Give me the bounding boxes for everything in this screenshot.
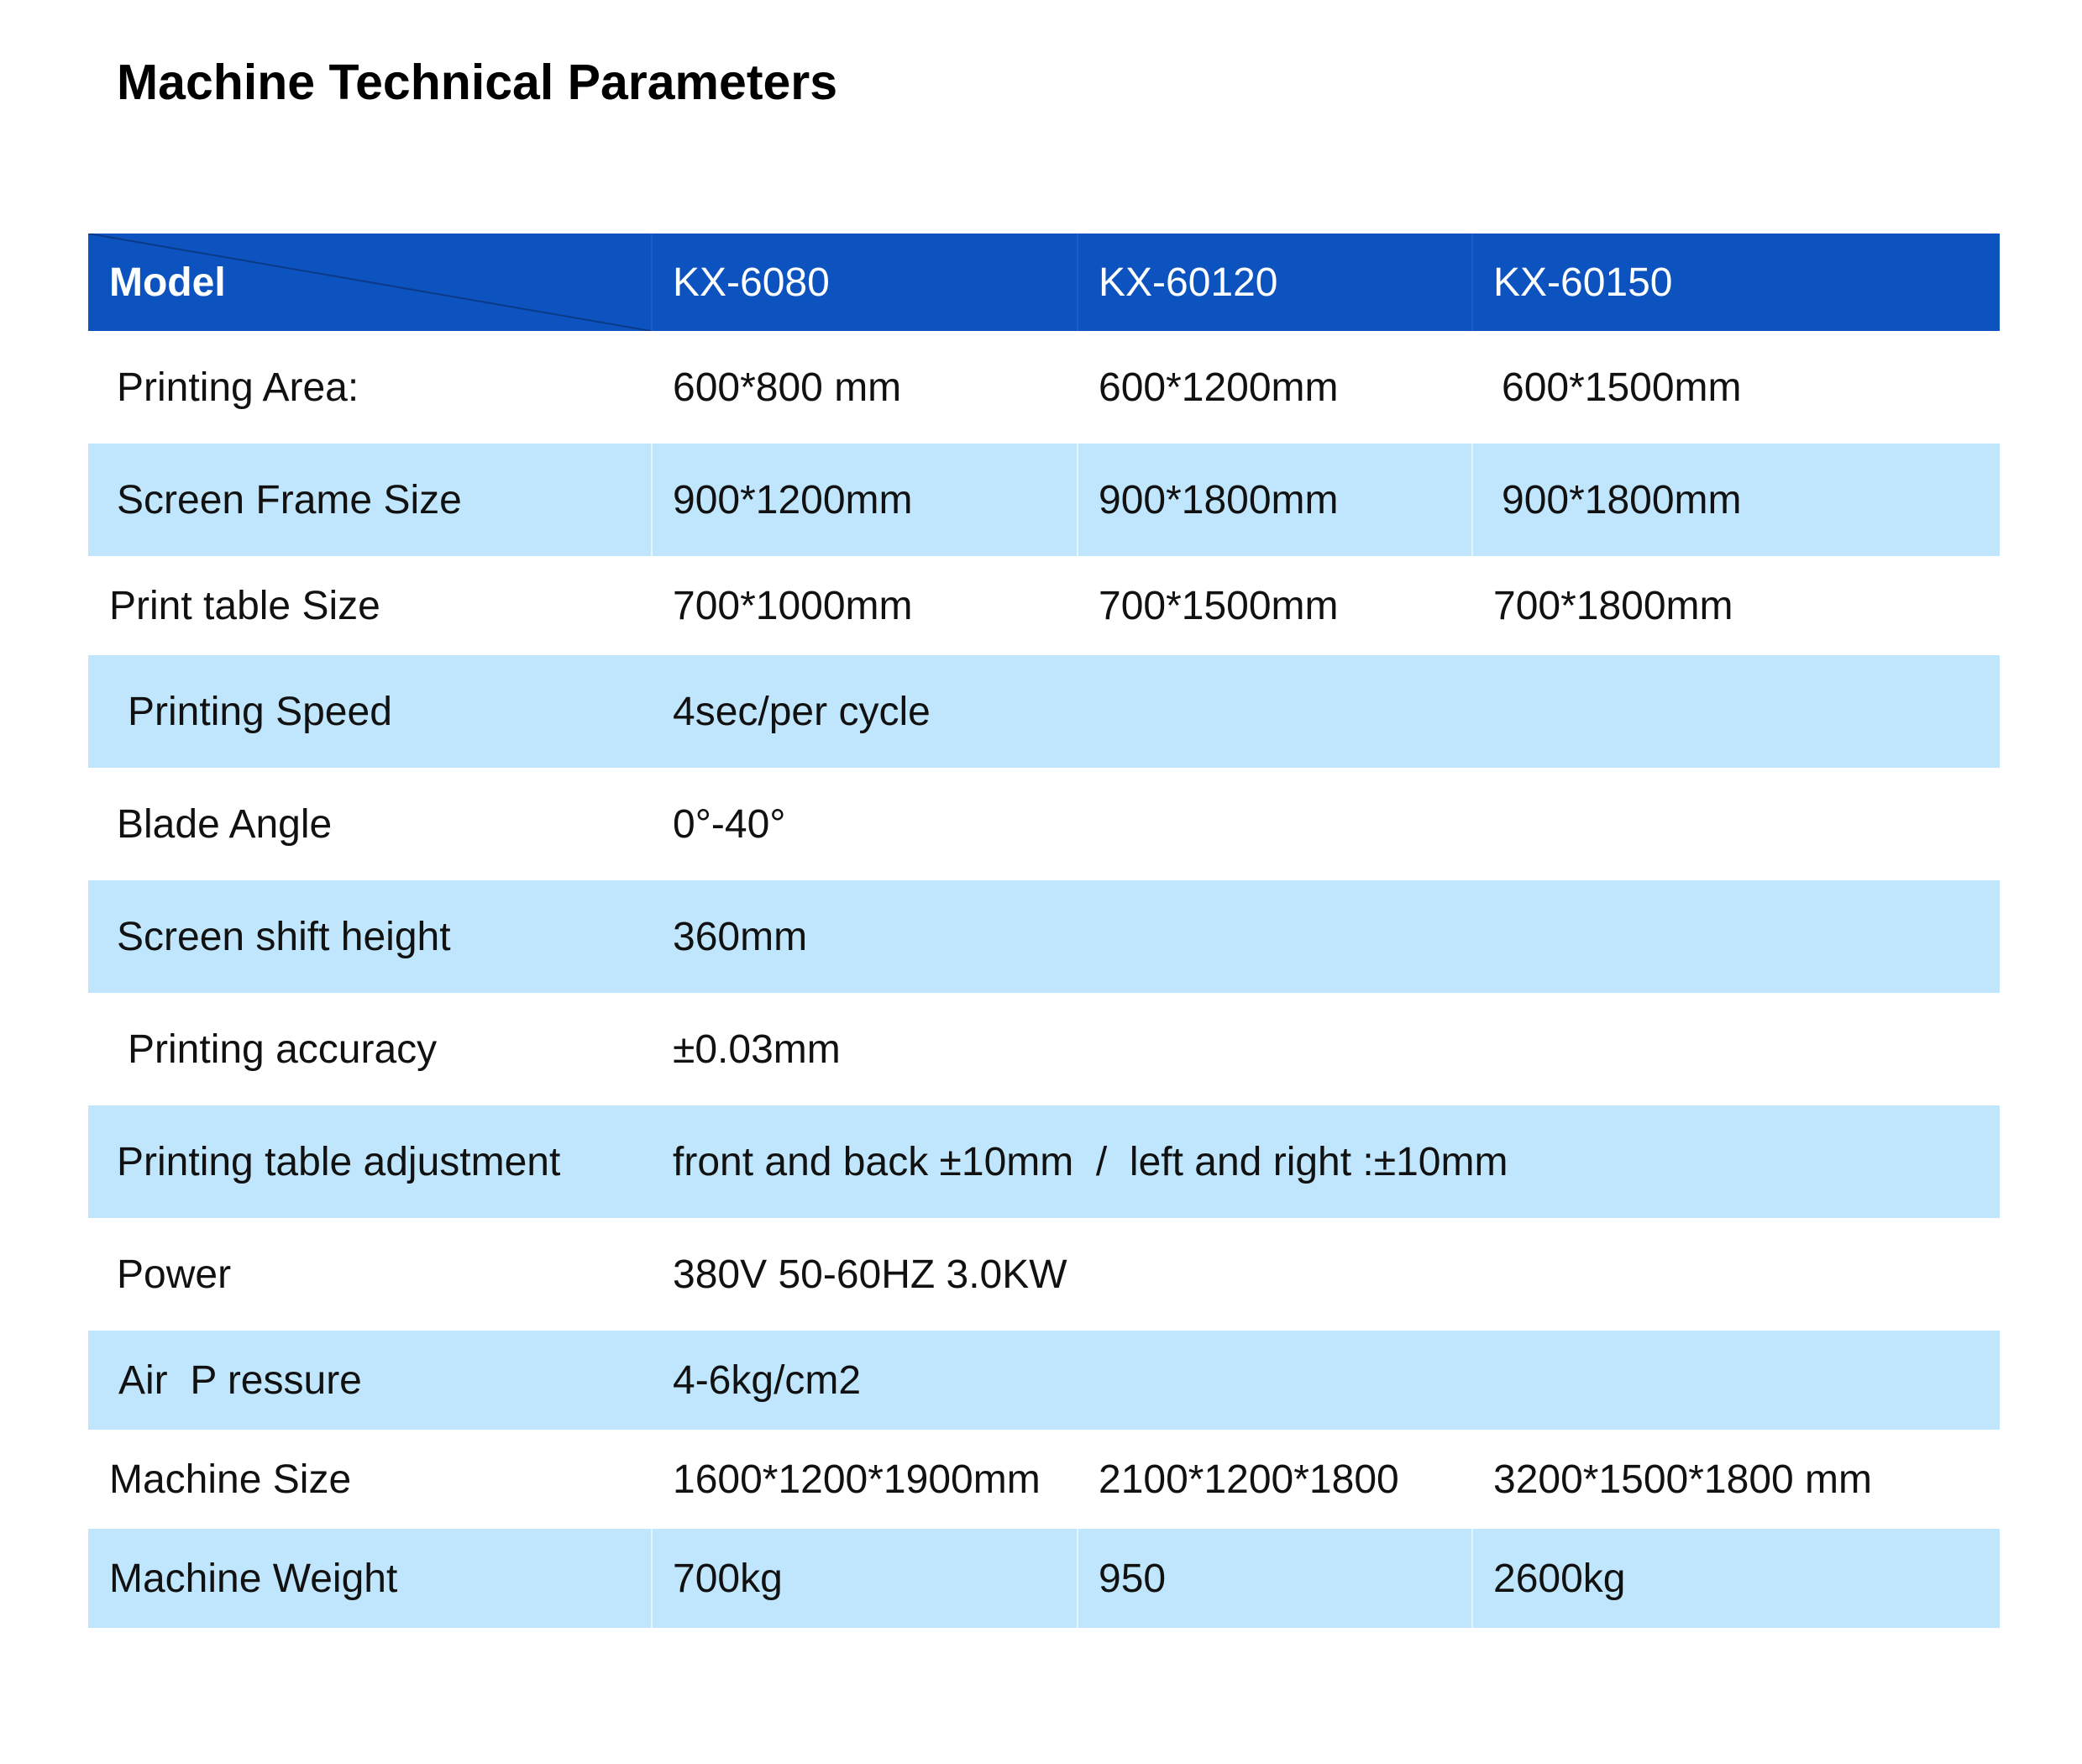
row-label: Printing Speed (128, 689, 392, 734)
row-label: Power (117, 1252, 232, 1297)
row-value: 3200*1500*1800 mm (1493, 1457, 1873, 1502)
table-row-printing-speed (88, 655, 2000, 768)
row-value: 600*800 mm (673, 365, 902, 410)
row-value: 2100*1200*1800 (1099, 1457, 1399, 1502)
table-row-printing-area (88, 331, 2000, 444)
table-row-screen-frame-size (88, 444, 2000, 556)
row-label: Air P ressure (118, 1357, 362, 1403)
row-value: 700*1500mm (1099, 583, 1339, 628)
row-value: 950 (1099, 1556, 1167, 1601)
row-label: Printing table adjustment (117, 1139, 561, 1184)
row-value: 1600*1200*1900mm (673, 1457, 1041, 1502)
table-row-screen-shift-height (88, 880, 2000, 993)
row-value: 900*1800mm (1099, 477, 1339, 522)
row-label: Machine Size (109, 1457, 352, 1502)
column-separator (1077, 1529, 1078, 1628)
table-row-air-pressure (88, 1331, 2000, 1430)
row-value: 2600kg (1493, 1556, 1626, 1601)
row-value: 4sec/per cycle (673, 689, 931, 734)
page-title: Machine Technical Parameters (117, 55, 838, 110)
column-separator (1471, 1529, 1473, 1628)
row-value: 0°-40° (673, 801, 786, 847)
header-model-kx-60120: KX-60120 (1099, 260, 1278, 305)
row-value: front and back ±10mm / left and right :±10mm (673, 1139, 1508, 1184)
row-value: 900*1800mm (1502, 477, 1742, 522)
header-model-label: Model (109, 260, 226, 305)
table-row-printing-table-adjustment (88, 1105, 2000, 1218)
header-separator (1077, 234, 1078, 331)
row-value: 900*1200mm (673, 477, 913, 522)
column-separator (1471, 444, 1473, 556)
column-separator (1077, 444, 1078, 556)
row-value: 700kg (673, 1556, 783, 1601)
table-row-print-table-size (88, 556, 2000, 655)
row-value: 700*1000mm (673, 583, 913, 628)
header-model-kx-60150: KX-60150 (1493, 260, 1673, 305)
table-row-printing-accuracy (88, 993, 2000, 1105)
table-row-blade-angle (88, 768, 2000, 880)
row-label: Printing Area: (117, 365, 359, 410)
header-separator (1471, 234, 1473, 331)
column-separator (651, 1529, 653, 1628)
row-label: Screen shift height (117, 914, 451, 959)
row-value: 600*1500mm (1502, 365, 1742, 410)
table-header-row (88, 234, 2000, 331)
row-value: 360mm (673, 914, 808, 959)
header-separator (651, 234, 653, 331)
row-label: Blade Angle (117, 801, 333, 847)
row-label: Screen Frame Size (117, 477, 462, 522)
table-row-machine-size (88, 1430, 2000, 1529)
row-value: 4-6kg/cm2 (673, 1357, 862, 1403)
spec-table (88, 234, 2000, 1628)
row-value: ±0.03mm (673, 1026, 841, 1072)
row-label: Printing accuracy (128, 1026, 438, 1072)
header-model-kx-6080: KX-6080 (673, 260, 830, 305)
row-value: 700*1800mm (1493, 583, 1733, 628)
row-label: Machine Weight (109, 1556, 398, 1601)
table-row-power (88, 1218, 2000, 1331)
table-row-machine-weight (88, 1529, 2000, 1628)
column-separator (651, 444, 653, 556)
row-value: 380V 50-60HZ 3.0KW (673, 1252, 1067, 1297)
row-label: Print table Size (109, 583, 380, 628)
row-value: 600*1200mm (1099, 365, 1339, 410)
